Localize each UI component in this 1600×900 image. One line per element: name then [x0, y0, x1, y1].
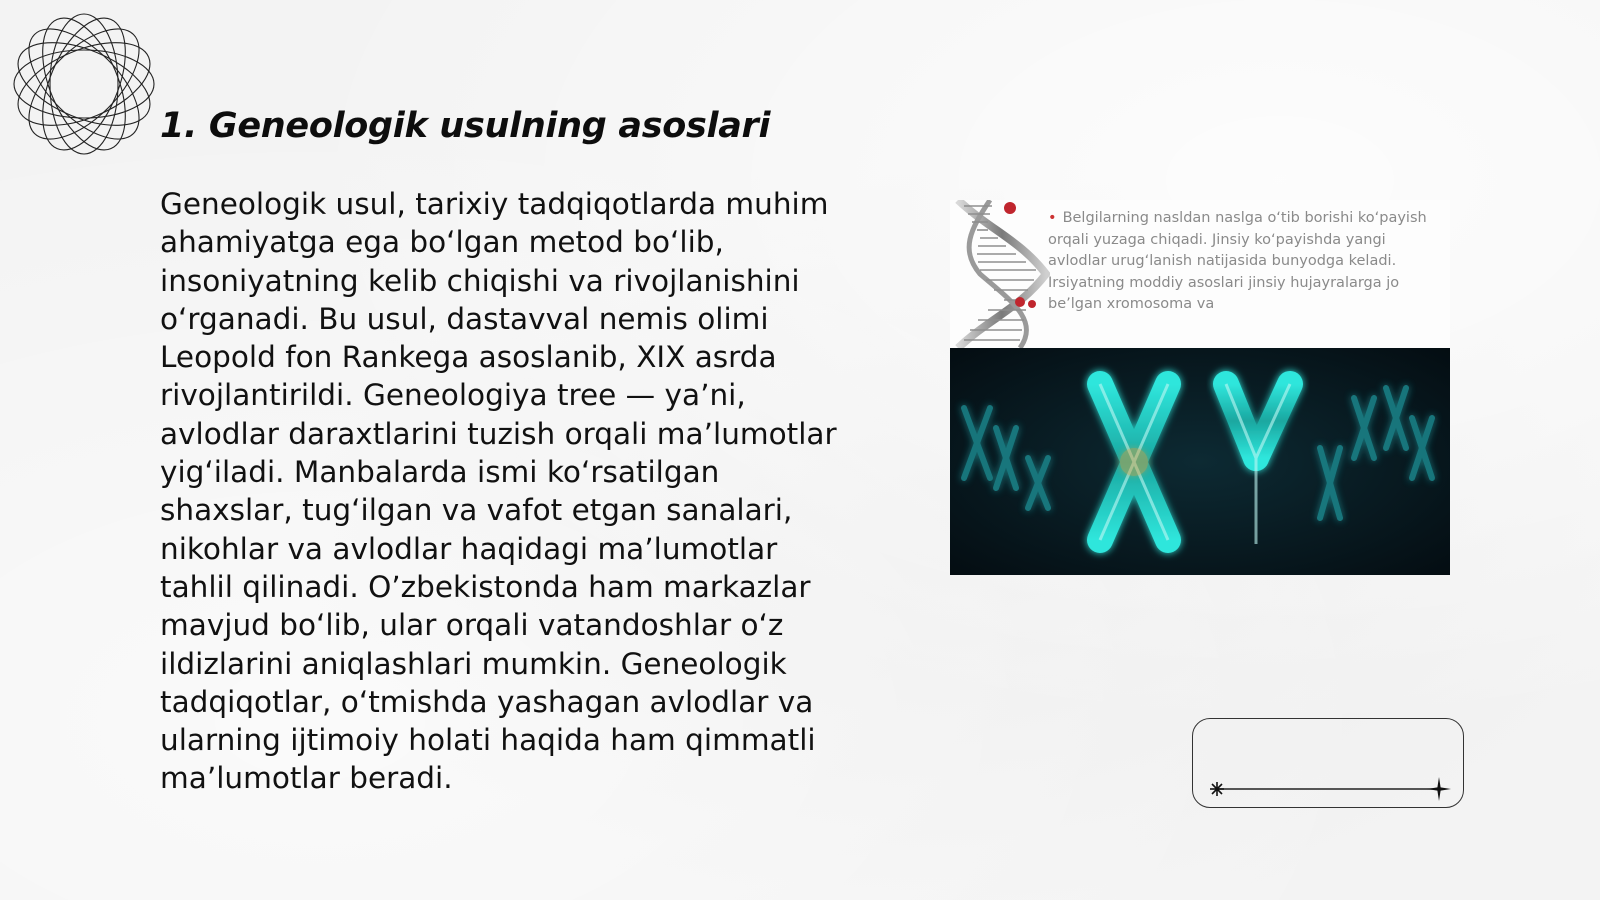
caption-text: Belgilarning nasldan naslga o‘tib borishi ko‘payish orqali yuzaga chiqadi. Jinsiy ko‘payishda yangi avlodlar urug‘lanish natijasida bunyodga keladi. Irsiyatning moddiy asoslari jinsiy hujayralarga jo be’lgan xromosoma va [1048, 210, 1427, 312]
spirograph-ornament-icon [10, 10, 158, 158]
slide-title: 1. Geneologik usulning asoslari [160, 106, 771, 146]
xy-chromosome-image [950, 348, 1450, 575]
figure-caption [1048, 208, 1440, 344]
decorative-line [1193, 719, 1465, 809]
star-cross-icon [1427, 777, 1451, 801]
decorative-note-box [1192, 718, 1464, 808]
sparkle-icon [1210, 782, 1224, 796]
dna-helix-icon [950, 200, 1050, 348]
chromosome-figure [950, 200, 1450, 575]
figure-caption-panel [950, 200, 1450, 348]
slide-paragraph: Geneologik usul, tarixiy tadqiqotlarda muhim ahamiyatga ega bo‘lgan metod bo‘lib, insoniyatning kelib chiqishi va rivojlanishini o‘rganadi. Bu usul, dastavval nemis olimi Leopold fon Rankega asoslanib, XIX asrda rivojlantirildi. Geneologiya tree — ya’ni, avlodlar daraxtlarini tuzish orqali ma’lumotlar yig‘iladi. Manbalarda ismi ko‘rsatilgan shaxslar, tug‘ilgan va vafot etgan sanalari, nikohlar va avlodlar haqidagi ma’lumotlar tahlil qilinadi. O’zbekistonda ham markazlar mavjud bo‘lib, ular orqali vatandoshlar o‘z ildizlarini aniqlashlari mumkin. Geneologik tadqiqotlar, o‘tmishda yashagan avlodlar va ularning ijtimoiy holati haqida ham qimmatli ma’lumotlar beradi. [160, 187, 837, 796]
caption-bullet: • [1048, 210, 1057, 226]
